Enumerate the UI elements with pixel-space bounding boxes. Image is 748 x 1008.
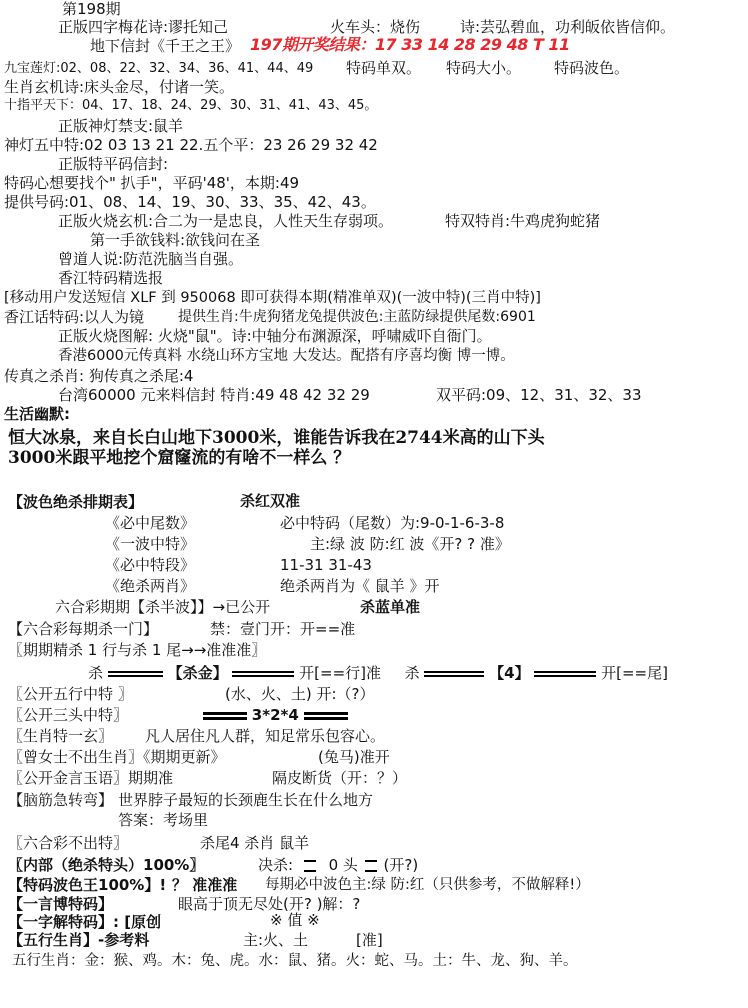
wave-king-accuracy: ？ 准准准 xyxy=(172,876,238,894)
double-line-divider xyxy=(534,671,596,677)
one-character-label: 【一字解特码】: [原创 xyxy=(8,913,162,931)
pickpocket-riddle: 特码心想要找个" 扒手"，平码'48'，本期:49 xyxy=(4,174,300,192)
internal-kill-row xyxy=(258,856,418,874)
half-wave-kill: 六合彩期期【杀半波】】→已公开 xyxy=(55,598,271,616)
kill-head-value: 0 头 xyxy=(328,856,358,874)
no-special-label: 〖六合彩不出特〗 xyxy=(8,834,129,852)
five-element-zodiac-list: 五行生肖：金：猴、鸡。木：兔、虎。水：鼠、猪。火：蛇、马。土：牛、龙、狗、羊。 xyxy=(12,953,578,969)
provided-zodiac-wave-tail: 提供生肖:牛虎狗猪龙兔提供波色:主蓝防绿提供尾数:6901 xyxy=(178,309,536,325)
triple-bar-left xyxy=(203,712,247,720)
double-line-divider xyxy=(232,671,294,677)
open-tail: 开[==尾] xyxy=(601,664,668,682)
one-word-label: 【一言博特码】 xyxy=(8,895,114,913)
first-hand-material: 第一手欲钱料:欲钱问在圣 xyxy=(90,231,261,249)
triple-bar-right xyxy=(304,712,348,720)
sms-notice: [移动用户发送短信 XLF 到 950068 即可获得本期(精准单双)(一波中特)(三肖中特)] xyxy=(4,290,541,306)
kill-label-2: 杀 xyxy=(404,664,420,682)
wave-king-label: 【特码波色王100%】! xyxy=(8,876,167,894)
riddle-question: 世界脖子最短的长颈鹿生长在什么地方 xyxy=(118,791,374,809)
kill-one-gate-value: 禁：壹门开：开==准 xyxy=(210,620,356,638)
one-wave-label: 《一波中特》 xyxy=(105,535,196,553)
hongkong-talk: 香江话特码:以人为镜 xyxy=(4,308,145,326)
plum-poem-line xyxy=(58,18,228,36)
must-tail-label: 《必中尾数》 xyxy=(105,514,196,532)
riddle-label: 【脑筋急转弯】 xyxy=(8,791,114,809)
poem-text: 诗:芸弘碧血，功利皈依皆信仰。 xyxy=(460,18,676,36)
flat-code-envelope: 正版特平码信封: xyxy=(58,155,169,173)
three-heads-value: 3*2*4 xyxy=(251,706,299,724)
five-element-zodiac-accurate: [准] xyxy=(356,931,383,949)
kill-red-double: 杀红双准 xyxy=(240,492,301,510)
one-character-value: ※ 值 ※ xyxy=(270,911,320,929)
golden-words-label: 〖公开金言玉语〗期期准 xyxy=(8,769,174,787)
three-heads-row xyxy=(203,706,348,724)
wave-kill-table-title: 【波色绝杀排期表】 xyxy=(8,493,144,511)
equals-symbol xyxy=(304,860,316,872)
taiwan-material: 台湾60000 元来料信封 特肖:49 48 42 32 29 xyxy=(58,386,370,404)
provided-numbers: 提供号码:01、08、14、19、30、33、35、42、43。 xyxy=(4,193,376,211)
five-specials: 神灯五中特:02 03 13 21 22.五个平：23 26 29 32 42 xyxy=(4,136,378,154)
kill-gold: 【杀金】 xyxy=(167,664,228,682)
kill-two-label: 《绝杀两肖》 xyxy=(105,577,196,595)
double-flat: 双平码:09、12、31、32、33 xyxy=(436,386,642,404)
one-word-value: 眼高于顶无尽处(开? )解：? xyxy=(178,895,361,913)
must-tail-value: 必中特码（尾数）为:9-0-1-6-3-8 xyxy=(280,514,505,532)
kill-two-value: 绝杀两肖为《 鼠羊 》开 xyxy=(280,577,440,595)
no-special-value: 杀尾4 杀肖 鼠羊 xyxy=(200,834,310,852)
hongkong-selection: 香江特码精选报 xyxy=(58,269,164,287)
zodiac-poem: 生肖玄机诗:床头金尽，付诸一笑。 xyxy=(4,78,235,96)
odd-even-label: 特码单双。 xyxy=(346,59,422,77)
ten-fingers: 十指平天下：04、17、18、24、29、30、31、41、43、45。 xyxy=(4,98,378,113)
hongkong-fax: 香港6000元传真料 水绕山环方宝地 大发达。配搭有序喜均衡 博一博。 xyxy=(58,348,515,364)
kill-element-row xyxy=(88,664,668,682)
kill-label: 杀 xyxy=(88,664,104,682)
five-element-value: (水、火、土) 开:（?） xyxy=(225,685,375,703)
internal-kill-label: 〖内部（绝杀特头）100%〗 xyxy=(8,856,205,874)
humor-heading: 生活幽默: xyxy=(4,405,70,423)
double-zodiac: 特双特肖:牛鸡虎狗蛇猪 xyxy=(445,212,601,230)
five-element-zodiac-main: 主:火、土 xyxy=(243,931,309,949)
decisive-kill: 决杀: xyxy=(258,856,294,874)
five-element-label: 〖公开五行中特 〗 xyxy=(8,685,133,703)
previous-result: 197期开奖结果：17 33 14 28 29 48 T 11 xyxy=(250,35,570,54)
plum-poem: 正版四字梅花诗:谬托知己 xyxy=(58,18,229,36)
kill-tail-4: 【4】 xyxy=(489,664,530,682)
zodiac-mystery-value: 凡人居住凡人群，知足常乐包容心。 xyxy=(145,727,386,745)
fax-kill: 传真之杀肖: 狗传真之杀尾:4 xyxy=(4,367,194,385)
must-segment-label: 《必中特段》 xyxy=(105,556,196,574)
wave-king-value: 每期必中波色主:绿 防:红（只供参考，不做解释!） xyxy=(265,877,590,893)
lotus-lamp: 九宝莲灯:02、08、22、32、34、36、41、44、49 xyxy=(4,61,314,76)
underground-envelope: 地下信封《千王之王》 xyxy=(90,37,241,55)
double-line-divider xyxy=(108,671,163,677)
zodiac-mystery-label: 〖生肖特一玄〗 xyxy=(8,727,114,745)
zeng-says: 曾道人说:防范洗脑当自强。 xyxy=(58,250,244,268)
must-segment-value: 11-31 31-43 xyxy=(280,556,372,574)
big-small-label: 特码大小。 xyxy=(446,59,522,77)
kill-blue-single: 杀蓝单准 xyxy=(360,598,421,616)
double-line-divider xyxy=(424,671,484,677)
five-element-zodiac-label: 【五行生肖】-参考料 xyxy=(8,931,150,949)
three-heads-label: 〖公开三头中特〗 xyxy=(8,706,129,724)
kill-one-gate-label: 【六合彩每期杀一门】 xyxy=(8,620,159,638)
lamp-ban: 正版神灯禁支:鼠羊 xyxy=(58,117,184,135)
ms-zeng-value: (兔马)准开 xyxy=(318,748,390,766)
issue-number: 第198期 xyxy=(62,0,121,18)
golden-words-value: 隔皮断货（开：？） xyxy=(272,769,408,787)
one-wave-value: 主:绿 波 防:红 波《开? ? 准》 xyxy=(310,535,510,553)
train-head: 火车头：烧伤 xyxy=(330,18,421,36)
riddle-answer: 答案：考场里 xyxy=(118,811,209,829)
wave-color-label: 特码波色。 xyxy=(554,59,630,77)
humor-line-1: 恒大冰泉，来自长白山地下3000米，谁能告诉我在2744米高的山下头 xyxy=(8,428,545,448)
ms-zeng-label: 〖曾女士不出生肖〗《期期更新》 xyxy=(8,748,226,766)
humor-line-2: 3000米跟平地挖个窟窿流的有啥不一样么 ？ xyxy=(8,448,351,468)
precise-kill-line: 〖期期精杀 1 行与杀 1 尾→→准准准〗 xyxy=(8,641,267,659)
fire-diagram: 正版火烧图解: 火烧"鼠"。诗:中轴分布渊源深，呼啸威吓自衙门。 xyxy=(58,327,492,345)
kill-head-open: (开?) xyxy=(383,856,419,874)
open-element: 开[==行]准 xyxy=(299,664,381,682)
fire-mystery: 正版火烧玄机:合二为一是忠良，人性天生存弱项。 xyxy=(58,212,394,230)
equals-symbol xyxy=(365,860,377,872)
